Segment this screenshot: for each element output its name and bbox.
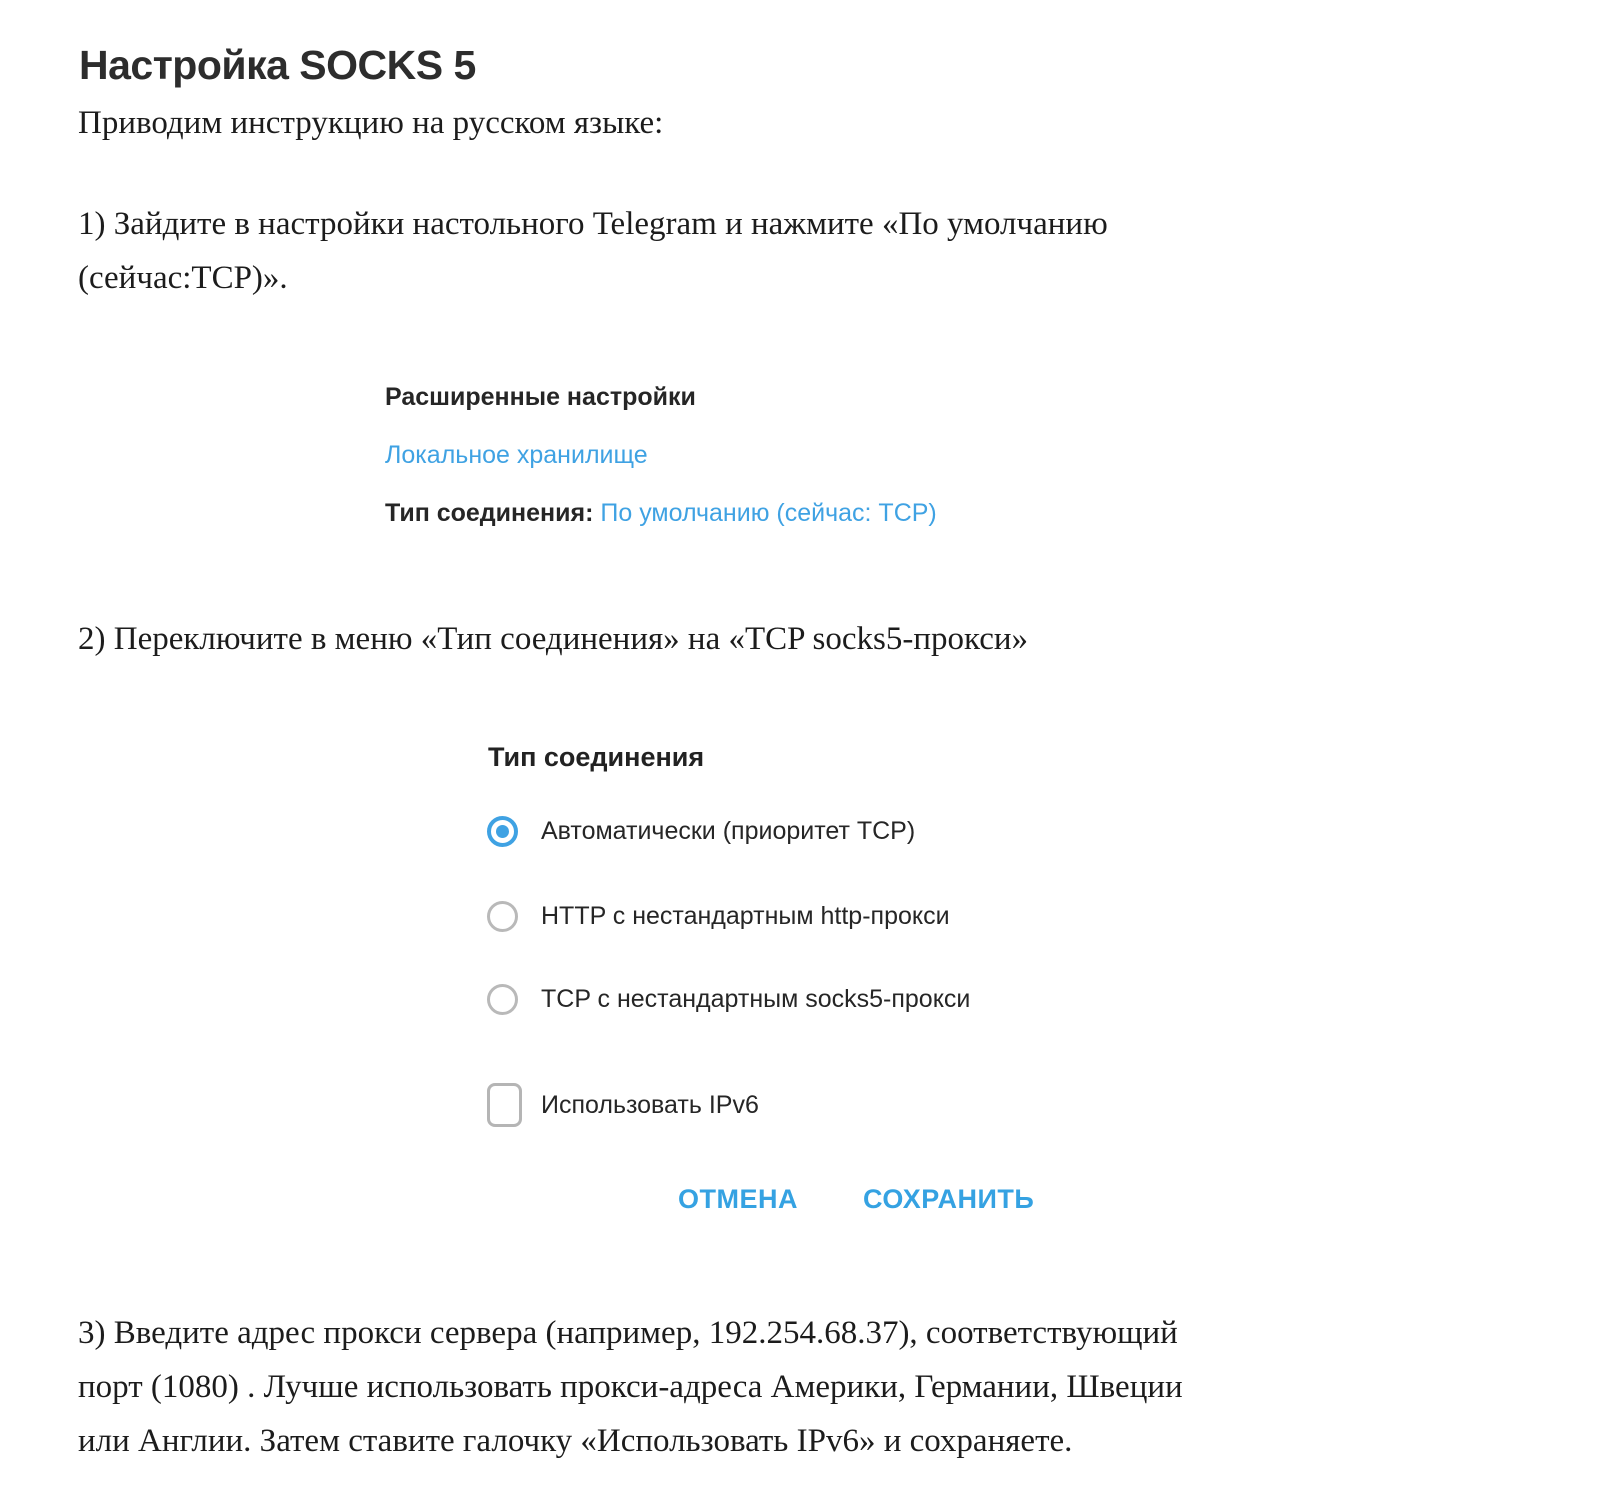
radio-option-label: TCP с нестандартным socks5-прокси — [541, 984, 971, 1013]
checkbox-unchecked-icon[interactable] — [487, 1083, 522, 1127]
ipv6-checkbox-label: Использовать IPv6 — [541, 1090, 759, 1119]
radio-option-automatic[interactable] — [487, 814, 915, 848]
radio-option-label: HTTP с нестандартным http-прокси — [541, 901, 950, 930]
intro-paragraph: Приводим инструкцию на русском языке: — [78, 105, 664, 141]
ipv6-checkbox-row[interactable] — [487, 1083, 759, 1127]
step-3-paragraph — [78, 1306, 1183, 1468]
step-1-paragraph — [78, 197, 1108, 305]
save-button[interactable]: СОХРАНИТЬ — [863, 1184, 1035, 1214]
radio-option-http-proxy[interactable] — [487, 899, 950, 933]
dialog-title: Тип соединения — [488, 742, 705, 772]
step-1-line-2: (сейчас:TCP)». — [78, 260, 288, 296]
radio-option-label: Автоматически (приоритет TCP) — [541, 816, 916, 845]
telegram-advanced-settings-screenshot — [385, 383, 937, 528]
connection-type-value-link[interactable]: По умолчанию (сейчас: TCP) — [600, 499, 937, 527]
radio-selected-icon[interactable] — [487, 816, 518, 847]
step-1-line-1: 1) Зайдите в настройки настольного Telegram и нажмите «По умолчанию — [78, 206, 1108, 242]
step-2-paragraph: 2) Переключите в меню «Тип соединения» на «TCP socks5-прокси» — [78, 621, 1029, 657]
cancel-button[interactable]: ОТМЕНА — [678, 1184, 798, 1214]
radio-unselected-icon[interactable] — [487, 901, 518, 932]
radio-option-tcp-socks5[interactable] — [487, 982, 970, 1016]
radio-dot-icon — [496, 825, 509, 838]
step-3-line-2: порт (1080) . Лучше использовать прокси-адреса Америки, Германии, Швеции — [78, 1369, 1183, 1405]
advanced-settings-heading: Расширенные настройки — [385, 383, 696, 411]
step-3-line-1: 3) Введите адрес прокси сервера (например, 192.254.68.37), соответствующий — [78, 1315, 1178, 1351]
connection-type-row — [385, 499, 937, 528]
page-title: Настройка SOCKS 5 — [79, 42, 476, 88]
radio-unselected-icon[interactable] — [487, 984, 518, 1015]
step-3-line-3: или Англии. Затем ставите галочку «Использовать IPv6» и сохраняете. — [78, 1423, 1073, 1459]
connection-type-label: Тип соединения: — [385, 499, 594, 527]
local-storage-link[interactable]: Локальное хранилище — [385, 441, 648, 469]
